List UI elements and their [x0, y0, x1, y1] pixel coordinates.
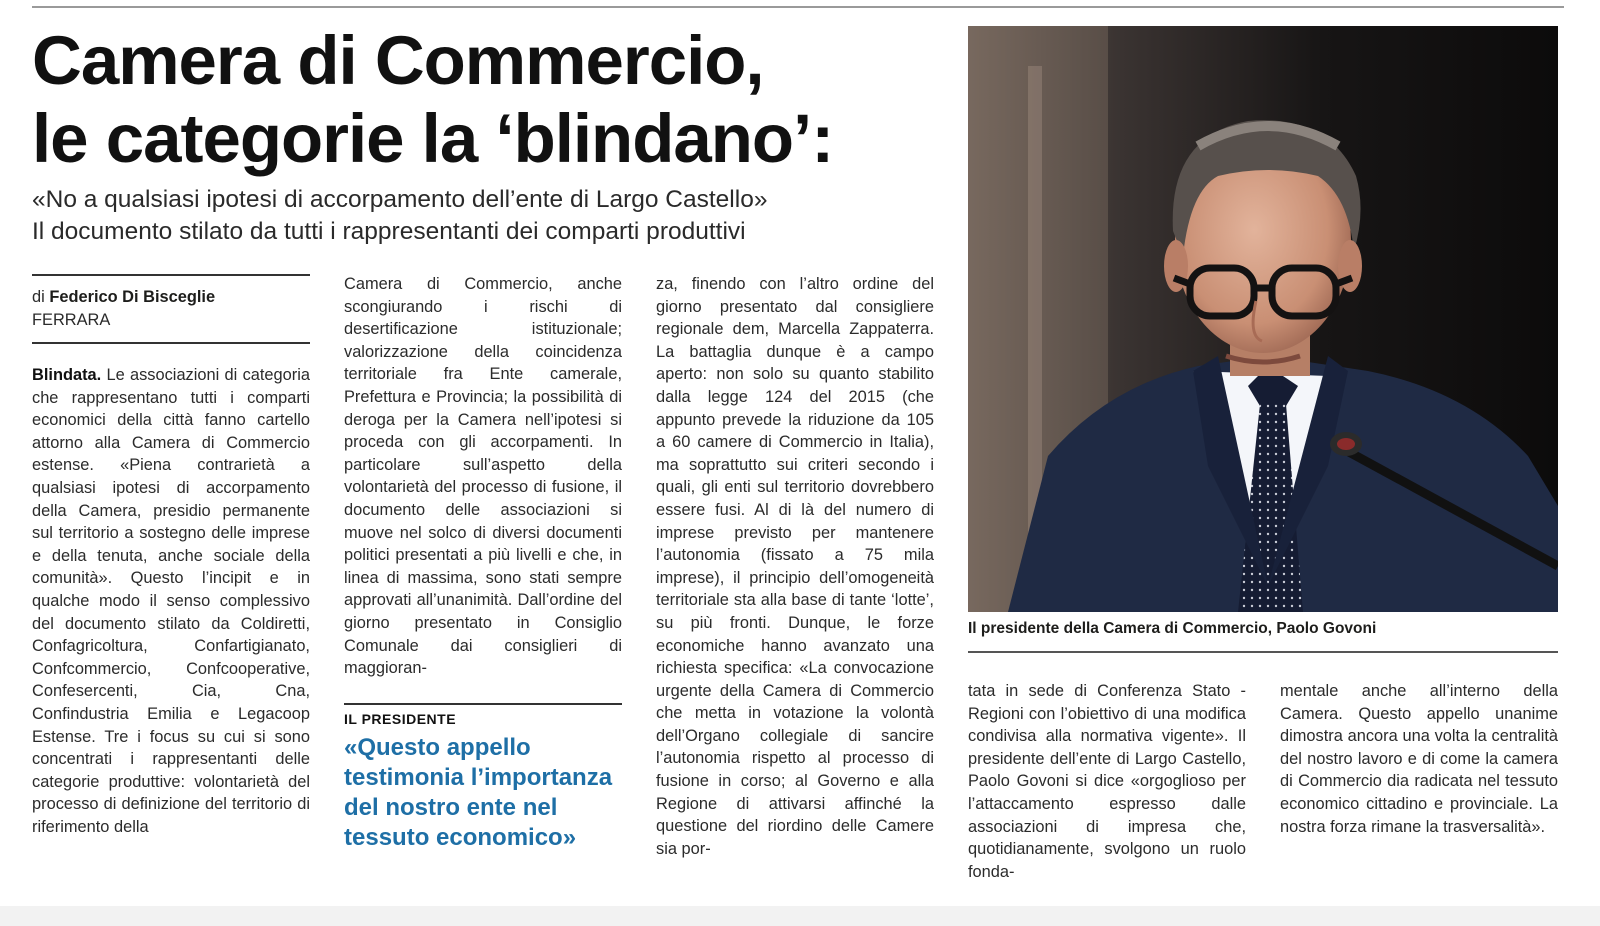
page-bottom-shade	[0, 906, 1600, 926]
photo-caption: Il presidente della Camera di Commercio, Paolo Govoni	[968, 620, 1377, 637]
byline	[32, 286, 310, 331]
subheadline-line-2: Il documento stilato da tutti i rappresentanti dei comparti produttivi	[32, 218, 746, 245]
caption-rule	[968, 651, 1558, 653]
portrait-photo	[968, 26, 1558, 612]
headline-line-1: Camera di Commercio,	[32, 22, 764, 99]
dateline: FERRARA	[32, 310, 111, 329]
portrait-illustration	[968, 26, 1558, 612]
subheadline-line-1: «No a qualsiasi ipotesi di accorpamento dell’ente di Largo Castello»	[32, 186, 768, 213]
article-column-1	[32, 364, 310, 838]
article-column-5	[1280, 680, 1558, 838]
article-column-3	[656, 273, 934, 860]
column-5-text: mentale anche all’interno della Camera. Questo appello unanime dimostra ancora una volta la centralità del nostro lavoro e di come la camera di Commercio dia radicata nel tessuto economico cittadino e provinciale. La nostra forza rimane la trasversalità».	[1280, 682, 1558, 836]
article-column-2	[344, 273, 622, 680]
byline-prefix: di	[32, 288, 50, 306]
column-1-text: Le associazioni di categoria che rappresentano tutti i comparti economici della città fanno cartello attorno alla Camera di Commercio estense. «Piena contrarietà a qualsiasi ipotesi di accorpamento della Camera, presidio permanente sul territorio a sostegno delle imprese e della tenuta, anche sociale della comunità». Questo l’incipit e in qualche modo il senso complessivo del documento stilato da Coldiretti, Confagricoltura, Confartigianato, Confcommercio, Confcooperative, Confesercenti, Cia, Cna, Confindustria Emilia e Legacoop Estense. Tre i focus su cui si sono concentrati i rappresentanti delle categorie produttive: volontarietà del processo di definizione del territorio di riferimento della	[32, 366, 310, 836]
column-2-text: Camera di Commercio, anche scongiurando i rischi di desertificazione istituzionale; valorizzazione della coincidenza territoriale fra Ente camerale, Prefettura e Provincia; la possibilità di deroga per la Camera nell’ipotesi si proceda con gli accorpamenti. In particolare sull’aspetto della volontarietà del processo di fusione, il documento delle associazioni si muove nel solco di diversi documenti politici presentati a più livelli e che, in linea di massima, sono stati sempre approvati all’unanimità. Dall’ordine del giorno presentato in Consiglio Comunale dai consiglieri di maggioran-	[344, 275, 622, 678]
headline-line-2: le categorie la ‘blindano’:	[32, 100, 834, 177]
pull-quote: «Questo appello testimonia l’importanza del nostro ente nel tessuto economico»	[344, 734, 613, 851]
subheadline	[32, 184, 962, 248]
byline-top-rule	[32, 274, 310, 276]
column-4-text: tata in sede di Conferenza Stato - Regioni con l’obiettivo di una modifica condivisa alla normativa vigente». Il presidente dell’ente di Largo Castello, Paolo Govoni si dice «orgoglioso per l’attaccamento espresso dalle associazioni di impresa che, quotidianamente, svolgono un ruolo fonda-	[968, 682, 1246, 881]
box-kicker: IL PRESIDENTE	[344, 711, 457, 727]
author-name: Federico Di Bisceglie	[49, 288, 216, 306]
top-rule	[32, 6, 1564, 8]
article-column-4	[968, 680, 1246, 883]
box-rule	[344, 703, 622, 705]
column-3-text: za, finendo con l’altro ordine del giorno presentato dal consigliere regionale dem, Marcella Zappaterra. La battaglia dunque è a campo aperto: non solo su quanto stabilito dalla legge 124 del 2015 (che appunto prevede la riduzione da 105 a 60 camere di Commercio in Italia), ma soprattutto sui criteri secondo i quali, gli enti sul territorio dovrebbero essere fusi. Al di là del numero di imprese previsto per mantenere l’autonomia (fissato a 75 mila imprese), il principio dell’omogeneità territoriale sta alla base di tante ‘lotte’, su più fronti. Dunque, le forze economiche hanno avanzato una richiesta specifica: «La convocazione urgente della Camera di Commercio che metta in votazione la volontà dell’Organo collegiale di sancire l’autonomia rispetto al processo di fusione in corso; al Governo e alla Regione di attivarsi affinché la questione del riordino delle Camere sia por-	[656, 275, 934, 858]
headline	[32, 22, 962, 178]
byline-bottom-rule	[32, 342, 310, 344]
lead-word: Blindata.	[32, 366, 102, 384]
